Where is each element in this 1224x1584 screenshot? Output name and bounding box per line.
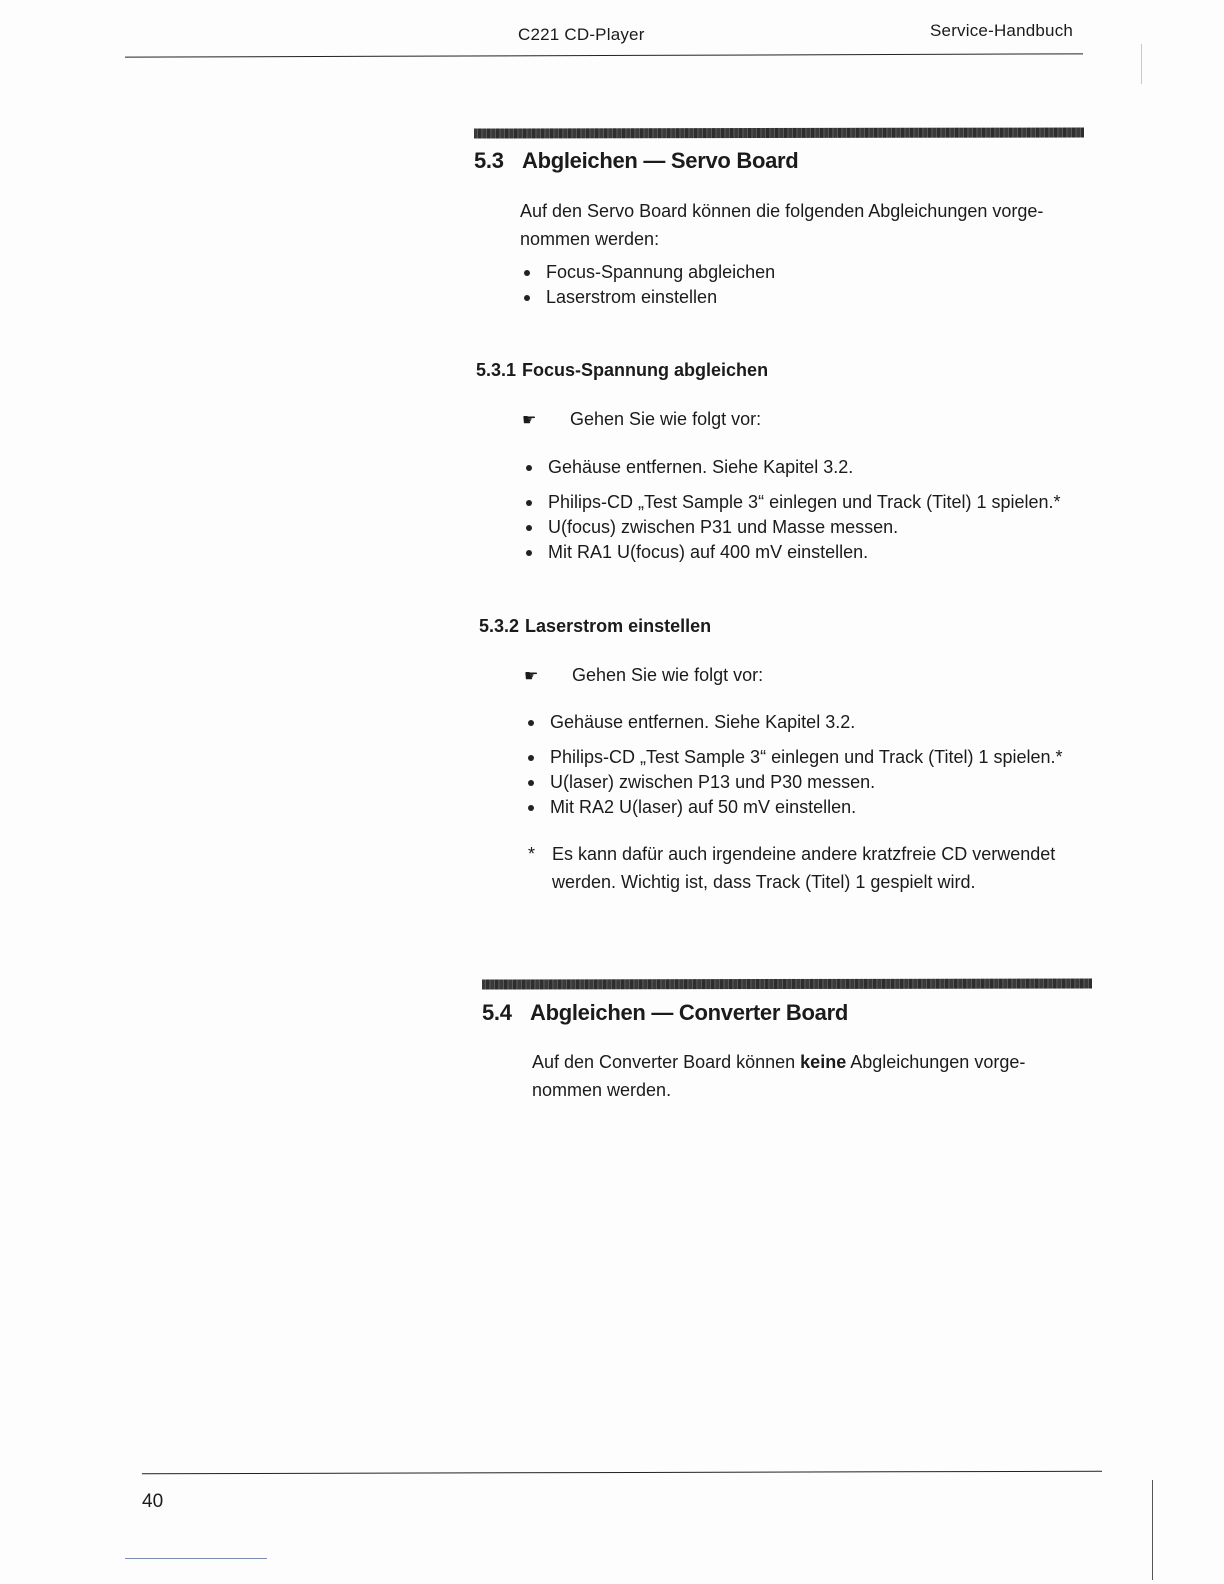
header-title: C221 CD-Player (518, 25, 645, 44)
section-heading-5-3 (474, 148, 798, 174)
footnote-line-2: werden. Wichtig ist, dass Track (Titel) 1 gespielt wird. (552, 872, 976, 892)
section-heading-5-4 (482, 1000, 848, 1026)
list-item: Philips-CD „Test Sample 3“ einlegen und Track (Titel) 1 spielen.* (522, 490, 1122, 515)
scan-edge (1141, 44, 1142, 84)
header-rule (125, 53, 1083, 57)
section-text-5-4 (532, 1048, 1092, 1104)
subsection-number: 5.3.2 (479, 616, 520, 636)
section-title: Abgleichen — Converter Board (530, 1000, 848, 1025)
list-item: Mit RA2 U(laser) auf 50 mV einstellen. (524, 795, 1124, 820)
instruction-5-3-1 (522, 405, 761, 435)
section-bar-5-3 (474, 127, 1084, 138)
page-number: 40 (142, 1491, 164, 1512)
focus-steps-list (522, 455, 1122, 565)
section-intro (520, 197, 1100, 253)
section-number: 5.4 (482, 1000, 512, 1025)
section-bar-5-4 (482, 978, 1092, 989)
text-part: Auf den Converter Board können (532, 1052, 801, 1072)
footnote-line-1: Es kann dafür auch irgendeine andere kratzfreie CD verwendet (552, 844, 1056, 864)
list-item: U(focus) zwischen P31 und Masse messen. (522, 515, 1122, 540)
footnote (528, 840, 1098, 896)
text-part: Abgleichungen vorge- (846, 1052, 1026, 1072)
instruction-text: Gehen Sie wie folgt vor: (570, 409, 762, 429)
list-item: Mit RA1 U(focus) auf 400 mV einstellen. (522, 540, 1122, 565)
servo-adjustment-list (520, 260, 1080, 310)
instruction-text: Gehen Sie wie folgt vor: (572, 665, 764, 685)
emphasis-keine: keine (800, 1052, 847, 1072)
instruction-5-3-2 (524, 661, 763, 691)
list-item: Focus-Spannung abgleichen (520, 260, 1080, 285)
subsection-heading-5-3-1 (476, 360, 768, 381)
section-title: Abgleichen — Servo Board (522, 148, 799, 173)
intro-line-2: nommen werden: (520, 229, 660, 249)
list-item: U(laser) zwischen P13 und P30 messen. (524, 770, 1124, 795)
intro-line-1: Auf den Servo Board können die folgenden Abgleichungen vorge- (520, 201, 1044, 221)
list-item: Philips-CD „Test Sample 3“ einlegen und Track (Titel) 1 spielen.* (524, 745, 1124, 770)
footer-blue-line (125, 1558, 267, 1559)
subsection-number: 5.3.1 (476, 360, 517, 380)
scan-edge (1152, 1480, 1153, 1580)
header-manual: Service-Handbuch (930, 21, 1074, 40)
pointing-hand-icon: ☛ (522, 412, 537, 429)
footer-rule (142, 1471, 1102, 1475)
subsection-title: Laserstrom einstellen (525, 616, 712, 636)
text-line-2: nommen werden. (532, 1080, 672, 1100)
section-number: 5.3 (474, 148, 504, 173)
subsection-heading-5-3-2 (479, 616, 711, 637)
subsection-title: Focus-Spannung abgleichen (522, 360, 769, 380)
footnote-marker: * (528, 844, 536, 864)
list-item: Gehäuse entfernen. Siehe Kapitel 3.2. (524, 710, 1124, 735)
pointing-hand-icon: ☛ (524, 668, 539, 685)
list-item: Laserstrom einstellen (520, 285, 1080, 310)
laser-steps-list (524, 710, 1124, 820)
list-item: Gehäuse entfernen. Siehe Kapitel 3.2. (522, 455, 1122, 480)
